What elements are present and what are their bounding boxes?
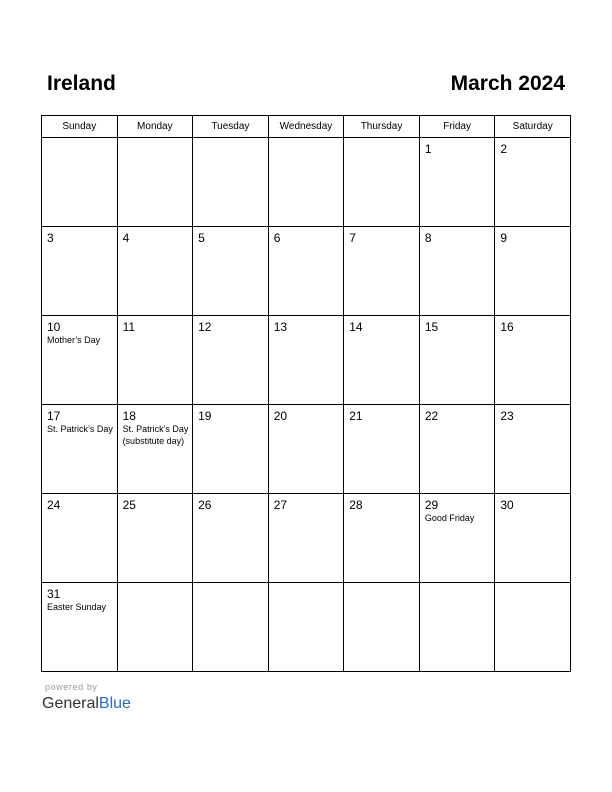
- day-number: 7: [349, 231, 356, 245]
- day-number: 18: [122, 409, 136, 423]
- day-number: 3: [47, 231, 54, 245]
- day-cell: [344, 138, 420, 227]
- day-cell: [42, 227, 118, 316]
- day-number: [42, 138, 117, 142]
- day-number: 31: [47, 587, 61, 601]
- weekday-header: Monday: [117, 116, 193, 138]
- day-cell: [117, 405, 193, 494]
- day-cell: [117, 138, 193, 227]
- day-number: 21: [349, 409, 363, 423]
- day-number: 28: [349, 498, 363, 512]
- day-number: 11: [122, 320, 136, 334]
- day-number: [344, 583, 419, 587]
- day-cell: [268, 405, 344, 494]
- day-number: 6: [273, 231, 281, 245]
- day-number: 1: [424, 142, 432, 156]
- day-number: 15: [424, 320, 439, 334]
- day-number: [420, 583, 495, 587]
- day-cell: [268, 316, 344, 405]
- day-number: [269, 583, 344, 587]
- day-cell: [193, 405, 269, 494]
- day-cell: [42, 138, 118, 227]
- week-row: [42, 494, 571, 583]
- week-row: [42, 227, 571, 316]
- day-number: 27: [273, 498, 288, 512]
- day-cell: [268, 583, 344, 672]
- day-cell: [268, 138, 344, 227]
- day-number: 30: [500, 498, 514, 512]
- day-number: 10: [47, 320, 61, 334]
- day-number: 19: [198, 409, 212, 423]
- day-cell: [495, 138, 571, 227]
- day-number: [118, 583, 193, 587]
- calendar-grid: [41, 115, 571, 672]
- day-cell: [268, 494, 344, 583]
- day-number: 13: [273, 320, 288, 334]
- brand-name-general: General: [42, 695, 99, 712]
- day-number: 5: [198, 231, 205, 245]
- day-cell: [495, 316, 571, 405]
- day-cell: [495, 227, 571, 316]
- day-cell: [117, 316, 193, 405]
- brand-logo: [42, 694, 131, 714]
- powered-by-text: powered by: [45, 682, 98, 692]
- weekday-header: Sunday: [42, 116, 118, 138]
- day-cell: [42, 583, 118, 672]
- day-cell: [42, 316, 118, 405]
- brand-name-blue: Blue: [98, 695, 131, 712]
- day-number: 4: [122, 231, 130, 245]
- weekday-header: Thursday: [344, 116, 420, 138]
- holiday-label: St. Patrick’s Day: [47, 424, 113, 434]
- day-number: 26: [198, 498, 212, 512]
- holiday-label: Mother’s Day: [47, 335, 101, 345]
- week-row: [42, 138, 571, 227]
- day-number: 8: [424, 231, 432, 245]
- day-cell: [344, 227, 420, 316]
- day-number: 29: [424, 498, 439, 512]
- day-cell: [495, 583, 571, 672]
- day-number: 25: [122, 498, 136, 512]
- day-number: 23: [500, 409, 514, 423]
- day-number: [193, 583, 268, 587]
- day-number: 9: [500, 231, 508, 245]
- day-cell: [117, 583, 193, 672]
- day-cell: [193, 494, 269, 583]
- day-cell: [495, 494, 571, 583]
- weekday-header: Tuesday: [193, 116, 269, 138]
- day-number: [344, 138, 419, 142]
- day-cell: [419, 405, 495, 494]
- country-title: Ireland: [47, 72, 116, 95]
- weekday-header: Wednesday: [268, 116, 344, 138]
- day-number: 16: [500, 320, 514, 334]
- day-number: 14: [349, 320, 363, 334]
- day-cell: [495, 405, 571, 494]
- day-number: [118, 138, 193, 142]
- day-number: 20: [273, 409, 288, 423]
- week-row: [42, 405, 571, 494]
- day-cell: [117, 494, 193, 583]
- day-number: 22: [424, 409, 439, 423]
- week-row: [42, 316, 571, 405]
- day-number: 24: [47, 498, 61, 512]
- day-cell: [117, 227, 193, 316]
- day-cell: [193, 316, 269, 405]
- day-cell: [193, 583, 269, 672]
- day-cell: [344, 405, 420, 494]
- month-title: March 2024: [450, 72, 565, 95]
- holiday-label: St. Patrick’s Day (substitute day): [122, 424, 189, 446]
- day-cell: [193, 227, 269, 316]
- day-number: [269, 138, 344, 142]
- day-cell: [419, 227, 495, 316]
- day-cell: [419, 583, 495, 672]
- day-cell: [344, 583, 420, 672]
- holiday-label: Easter Sunday: [47, 602, 107, 612]
- day-number: 17: [47, 409, 61, 423]
- day-cell: [42, 494, 118, 583]
- week-row: [42, 583, 571, 672]
- day-cell: [419, 138, 495, 227]
- day-cell: [344, 316, 420, 405]
- day-number: 12: [198, 320, 212, 334]
- day-cell: [268, 227, 344, 316]
- weekday-header-row: [42, 116, 571, 138]
- weekday-header: Friday: [419, 116, 495, 138]
- day-cell: [42, 405, 118, 494]
- day-number: [495, 583, 570, 587]
- holiday-label: Good Friday: [424, 513, 475, 523]
- weekday-header: Saturday: [495, 116, 571, 138]
- day-cell: [193, 138, 269, 227]
- day-cell: [344, 494, 420, 583]
- day-number: 2: [500, 142, 508, 156]
- day-number: [193, 138, 268, 142]
- day-cell: [419, 494, 495, 583]
- calendar-body: [42, 138, 571, 672]
- day-cell: [419, 316, 495, 405]
